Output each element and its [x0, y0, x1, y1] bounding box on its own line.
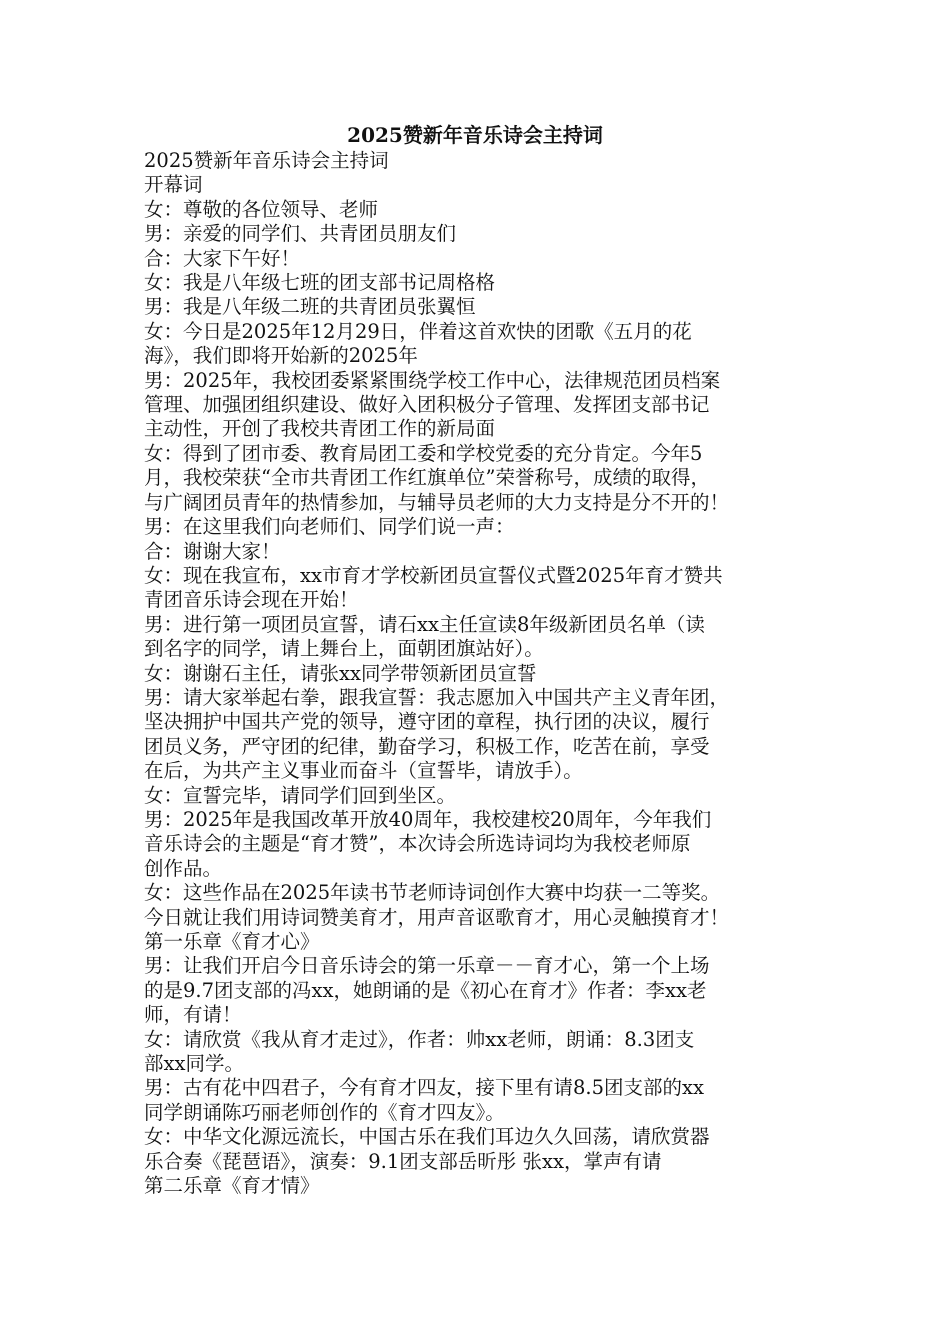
text-line: 女：今日是2025年12月29日，伴着这首欢快的团歌《五月的花	[144, 319, 692, 343]
text-line: 坚决拥护中国共产党的领导，遵守团的章程，执行团的决议，履行	[144, 710, 710, 734]
text-line: 第二乐章《育才情》	[144, 1174, 320, 1198]
text-line: 的是9.7团支部的冯xx，她朗诵的是《初心在育才》作者：李xx老	[144, 978, 707, 1002]
text-line: 青团音乐诗会现在开始！	[144, 588, 359, 612]
text-line: 男：在这里我们向老师们、同学们说一声：	[144, 515, 515, 539]
text-line: 开幕词	[144, 173, 203, 197]
text-line: 男：古有花中四君子，今有育才四友，接下里有请8.5团支部的xx	[144, 1076, 705, 1100]
text-line: 女：尊敬的各位领导、老师	[144, 197, 379, 221]
text-line: 主动性，开创了我校共青团工作的新局面	[144, 417, 496, 441]
text-line: 女：请欣赏《我从育才走过》，作者：帅xx老师，朗诵：8.3团支	[144, 1027, 695, 1051]
text-line: 海》，我们即将开始新的2025年	[144, 344, 418, 368]
text-line: 2025赞新年音乐诗会主持词	[144, 149, 389, 172]
text-line: 第一乐章《育才心》	[144, 930, 320, 953]
text-line: 女：谢谢石主任，请张xx同学带领新团员宣誓	[144, 661, 537, 685]
text-line: 女：现在我宣布，xx市育才学校新团员宣誓仪式暨2025年育才赞共	[144, 563, 723, 587]
text-line: 月，我校荣获“全市共青团工作红旗单位”荣誉称号，成绩的取得，	[144, 466, 710, 490]
text-line: 管理、加强团组织建设、做好入团积极分子管理、发挥团支部书记	[144, 393, 710, 417]
text-line: 与广阔团员青年的热情参加，与辅导员老师的大力支持是分不开的！	[144, 490, 730, 514]
text-line: 女：这些作品在2025年读书节老师诗词创作大赛中均获一二等奖。	[144, 881, 721, 905]
text-line: 女：宣誓完毕，请同学们回到坐区。	[144, 783, 457, 807]
text-line: 到名字的同学，请上舞台上，面朝团旗站好）。	[144, 637, 544, 661]
text-line: 男：请大家举起右拳，跟我宣誓：我志愿加入中国共产主义青年团，	[144, 685, 730, 709]
text-line: 今日就让我们用诗词赞美育才，用声音讴歌育才，用心灵触摸育才！	[144, 905, 730, 929]
document-body	[144, 149, 808, 1198]
text-line: 男：2025年，我校团委紧紧围绕学校工作中心，法律规范团员档案	[144, 368, 721, 392]
text-line: 男：2025年是我国改革开放40周年，我校建校20周年，今年我们	[144, 807, 712, 831]
text-line: 男：让我们开启今日音乐诗会的第一乐章－－育才心，第一个上场	[144, 954, 710, 978]
text-line: 部xx同学。	[144, 1052, 244, 1076]
text-line: 合：谢谢大家！	[144, 539, 281, 563]
text-line: 同学朗诵陈巧丽老师创作的《育才四友》。	[144, 1100, 505, 1124]
text-line: 乐合奏《琵琶语》，演奏：9.1团支部岳昕彤 张xx，掌声有请	[144, 1149, 662, 1173]
document-title: 2025赞新年音乐诗会主持词	[347, 123, 603, 147]
text-line: 合：大家下午好！	[144, 246, 301, 270]
text-line: 团员义务，严守团的纪律，勤奋学习，积极工作，吃苦在前，享受	[144, 734, 710, 758]
text-line: 男：亲爱的同学们、共青团员朋友们	[144, 222, 457, 246]
text-line: 创作品。	[144, 856, 223, 880]
text-line: 女：我是八年级七班的团支部书记周格格	[144, 271, 496, 295]
text-line: 女：得到了团市委、教育局团工委和学校党委的充分肯定。今年5	[144, 441, 703, 465]
text-line: 师，有请！	[144, 1003, 242, 1027]
text-line: 在后，为共产主义事业而奋斗（宣誓毕，请放手）。	[144, 759, 583, 783]
text-line: 女：中华文化源远流长，中国古乐在我们耳边久久回荡，请欣赏器	[144, 1125, 710, 1149]
text-line: 男：进行第一项团员宣誓，请石xx主任宣读8年级新团员名单（读	[144, 612, 705, 636]
text-line: 音乐诗会的主题是“育才赞”，本次诗会所选诗词均为我校老师原	[144, 832, 691, 856]
text-line: 男：我是八年级二班的共青团员张翼恒	[144, 295, 476, 319]
